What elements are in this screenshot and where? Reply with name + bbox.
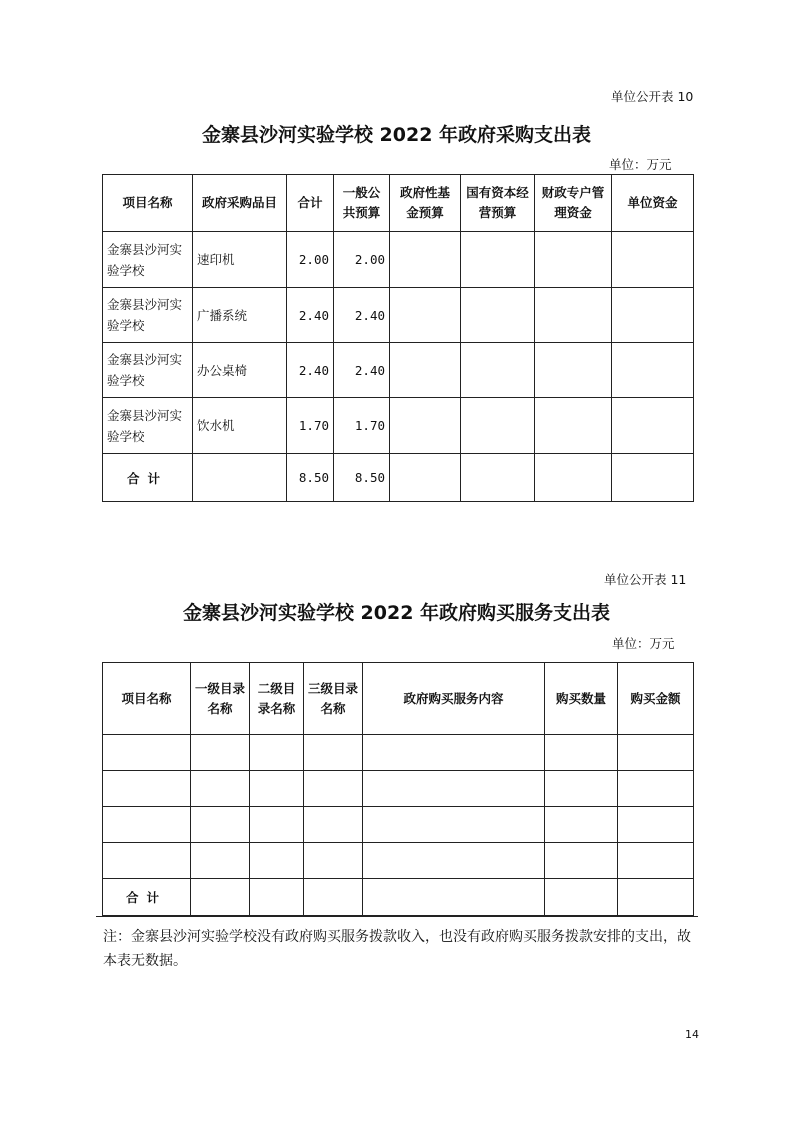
empty-cell xyxy=(390,454,461,502)
header-cell: 一般公共预算 xyxy=(334,175,390,232)
total-cell: 2.00 xyxy=(287,232,334,288)
empty-cell xyxy=(390,288,461,343)
grand-total-cell: 8.50 xyxy=(287,454,334,502)
header-cell: 财政专户管理资金 xyxy=(535,175,612,232)
table10-unit: 单位：万元 xyxy=(609,157,672,172)
project-name-cell: 金寨县沙河实验学校 xyxy=(103,398,193,454)
table11-note: 注：金寨县沙河实验学校没有政府购买服务拨款收入，也没有政府购买服务拨款安排的支出，故本表无数据。 xyxy=(103,929,691,969)
page-number: 14 xyxy=(685,1028,699,1041)
table-row xyxy=(103,343,694,398)
header-cell: 购买金额 xyxy=(618,663,694,735)
project-name-cell: 金寨县沙河实验学校 xyxy=(103,288,193,343)
empty-cell xyxy=(612,398,694,454)
total-row xyxy=(103,454,694,502)
empty-cell xyxy=(535,232,612,288)
header-cell: 项目名称 xyxy=(103,175,193,232)
empty-cell xyxy=(535,398,612,454)
empty-cell xyxy=(535,288,612,343)
empty-cell xyxy=(612,288,694,343)
header-cell: 国有资本经营预算 xyxy=(461,175,535,232)
empty-cell xyxy=(390,343,461,398)
table-header-row xyxy=(103,175,694,232)
table11-tag: 单位公开表 11 xyxy=(604,572,687,587)
table-row xyxy=(103,232,694,288)
header-cell: 项目名称 xyxy=(103,663,191,735)
general-budget-cell: 1.70 xyxy=(334,398,390,454)
table11-unit: 单位：万元 xyxy=(612,636,675,651)
empty-cell xyxy=(461,232,535,288)
project-name-cell: 金寨县沙河实验学校 xyxy=(103,343,193,398)
table-row xyxy=(103,843,694,879)
table-row xyxy=(103,398,694,454)
grand-general-cell: 8.50 xyxy=(334,454,390,502)
empty-cell xyxy=(612,232,694,288)
table-row xyxy=(103,807,694,843)
empty-cell xyxy=(461,343,535,398)
item-cell: 速印机 xyxy=(193,232,287,288)
total-row xyxy=(103,879,694,916)
general-budget-cell: 2.00 xyxy=(334,232,390,288)
header-cell: 政府购买服务内容 xyxy=(363,663,545,735)
table-row xyxy=(103,735,694,771)
empty-cell xyxy=(390,232,461,288)
general-budget-cell: 2.40 xyxy=(334,288,390,343)
total-label: 合计 xyxy=(103,454,193,502)
empty-cell xyxy=(461,454,535,502)
total-cell: 1.70 xyxy=(287,398,334,454)
procurement-table xyxy=(102,174,694,502)
header-cell: 政府采购品目 xyxy=(193,175,287,232)
table10-tag: 单位公开表 10 xyxy=(611,89,694,104)
empty-cell xyxy=(193,454,287,502)
header-cell: 一级目录名称 xyxy=(191,663,250,735)
item-cell: 饮水机 xyxy=(193,398,287,454)
item-cell: 广播系统 xyxy=(193,288,287,343)
header-cell: 购买数量 xyxy=(545,663,618,735)
total-cell: 2.40 xyxy=(287,288,334,343)
item-cell: 办公桌椅 xyxy=(193,343,287,398)
table-row xyxy=(103,771,694,807)
empty-cell xyxy=(461,398,535,454)
header-cell: 单位资金 xyxy=(612,175,694,232)
table10-title: 金寨县沙河实验学校 2022 年政府采购支出表 xyxy=(201,124,592,146)
header-cell: 合计 xyxy=(287,175,334,232)
project-name-cell: 金寨县沙河实验学校 xyxy=(103,232,193,288)
header-cell: 政府性基金预算 xyxy=(390,175,461,232)
table-row xyxy=(103,288,694,343)
service-purchase-table xyxy=(102,662,694,916)
empty-cell xyxy=(461,288,535,343)
table-bottom-rule xyxy=(96,916,698,917)
table11-title: 金寨县沙河实验学校 2022 年政府购买服务支出表 xyxy=(182,602,611,624)
empty-cell xyxy=(535,454,612,502)
header-cell: 二级目录名称 xyxy=(250,663,304,735)
total-label: 合计 xyxy=(103,879,191,916)
empty-cell xyxy=(612,454,694,502)
header-cell: 三级目录名称 xyxy=(304,663,363,735)
total-cell: 2.40 xyxy=(287,343,334,398)
table-header-row xyxy=(103,663,694,735)
empty-cell xyxy=(390,398,461,454)
empty-cell xyxy=(535,343,612,398)
general-budget-cell: 2.40 xyxy=(334,343,390,398)
empty-cell xyxy=(612,343,694,398)
